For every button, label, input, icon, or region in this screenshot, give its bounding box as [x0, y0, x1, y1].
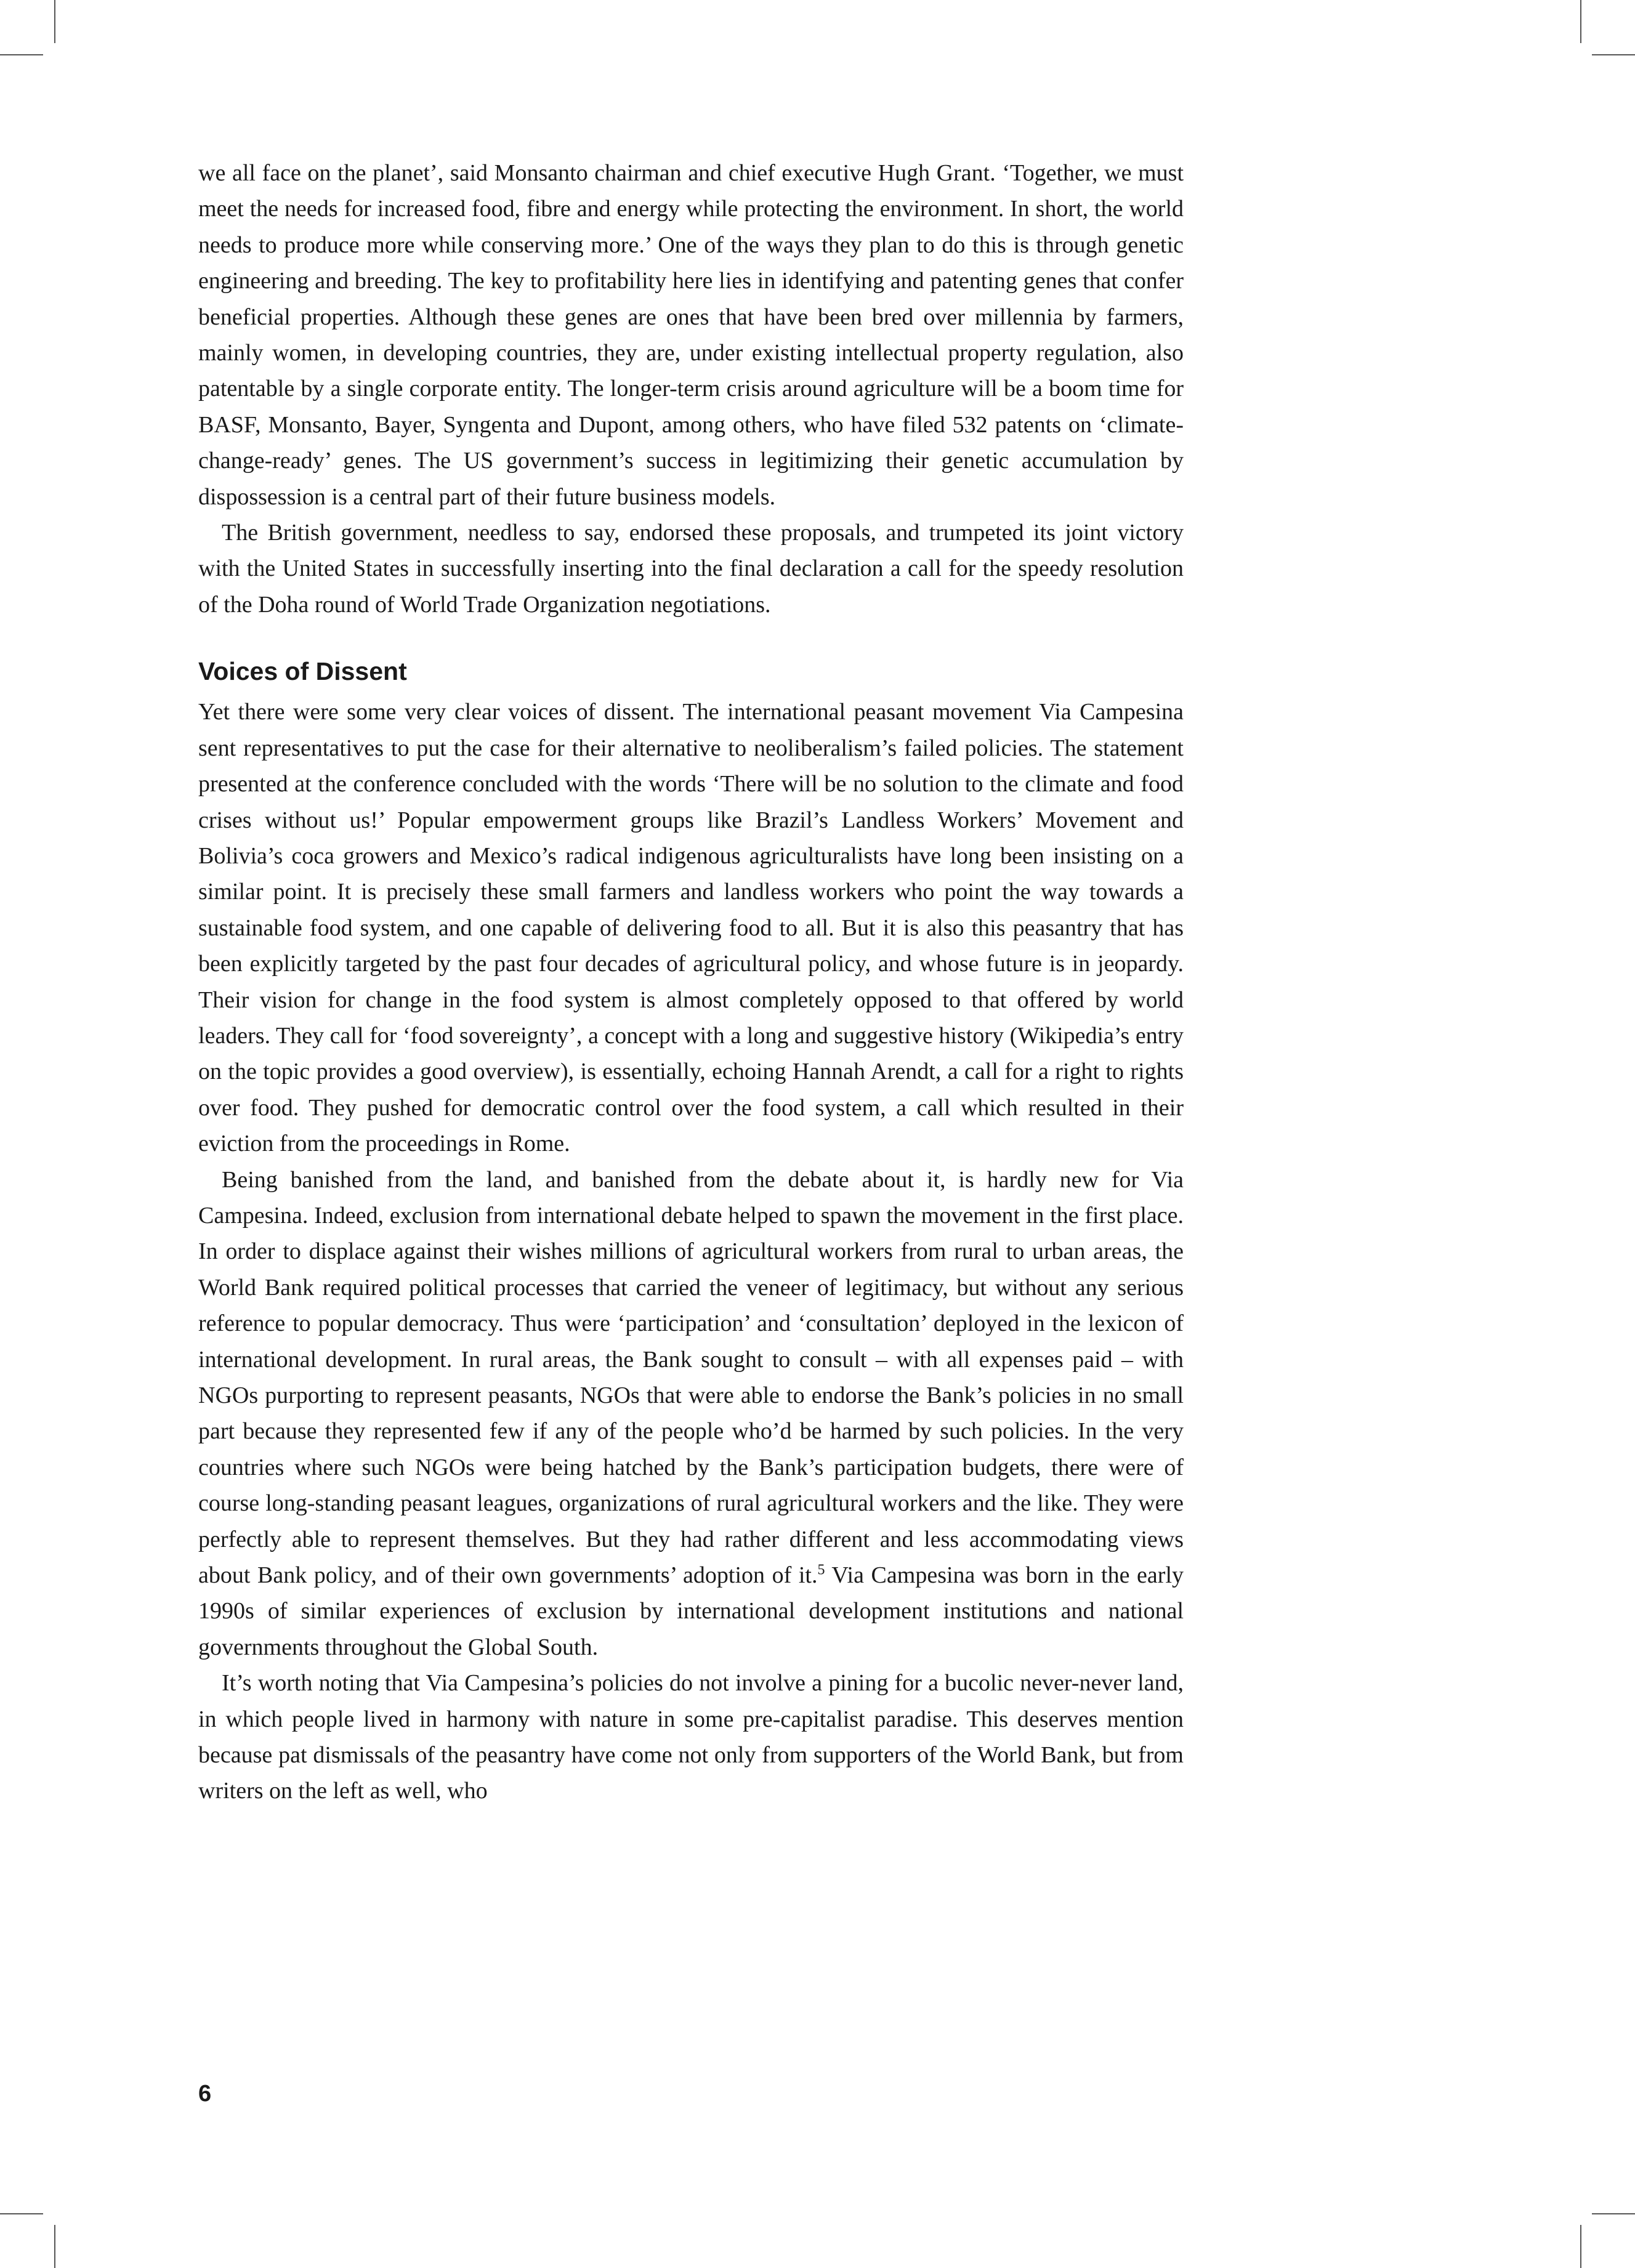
- crop-mark-bottom-left-h: [0, 2213, 43, 2214]
- section-heading: Voices of Dissent: [198, 657, 407, 686]
- crop-mark-top-left-h: [0, 54, 43, 55]
- crop-mark-bottom-left: [54, 2225, 55, 2268]
- crop-mark-top-left: [54, 0, 55, 43]
- paragraph-5: It’s worth noting that Via Campesina’s policies do not involve a pining for a bucolic never-never land, in which people lived in harmony with nature in some pre-capitalist paradise. This deserves mention because pat dismissals of the peasantry have come not only from supporters of the World Bank, but from writers on the left as well, who: [198, 1670, 1184, 1804]
- crop-mark-bottom-right-h: [1592, 2213, 1635, 2214]
- paragraph-4-text-continued: Via Campesina was born in the early 1990s of similar experiences of exclusion by international development institutions and national governments throughout the Global South.: [198, 1562, 1184, 1660]
- crop-mark-top-right: [1580, 0, 1581, 43]
- crop-mark-bottom-right: [1580, 2225, 1581, 2268]
- body-text: [198, 155, 1184, 1809]
- footnote-reference[interactable]: 5: [817, 1562, 825, 1578]
- paragraph-3: Yet there were some very clear voices of dissent. The international peasant movement Via Campesina sent representatives to put the case for their alternative to neoliberalism’s failed policies. The statement presented at the conference concluded with the words ‘There will be no solution to the climate and food crises without us!’ Popular empowerment groups like Brazil’s Landless Workers’ Movement and Bolivia’s coca growers and Mexico’s radical indigenous agriculturalists have long been insisting on a similar point. It is precisely these small farmers and landless workers who point the way towards a sustainable food system, and one capable of delivering food to all. But it is also this peasantry that has been explicitly targeted by the past four decades of agricultural policy, and whose future is in jeopardy. Their vision for change in the food system is almost completely opposed to that offered by world leaders. They call for ‘food sovereignty’, a concept with a long and suggestive history (Wikipedia’s entry on the topic provides a good overview), is essentially, echoing Hannah Arendt, a call for a right to rights over food. They pushed for democratic control over the food system, a call which resulted in their eviction from the proceedings in Rome.: [198, 699, 1184, 1157]
- paragraph-1: we all face on the planet’, said Monsanto chairman and chief executive Hugh Grant. ‘Together, we must meet the needs for increased food, fibre and energy while protecting the environment. In short, the world needs to produce more while conserving more.’ One of the ways they plan to do this is through genetic engineering and breeding. The key to profitability here lies in identifying and patenting genes that confer beneficial properties. Although these genes are ones that have been bred over millennia by farmers, mainly women, in developing countries, they are, under existing intellectual property regulation, also patentable by a single corporate entity. The longer-term crisis around agriculture will be a boom time for BASF, Monsanto, Bayer, Syngenta and Dupont, among others, who have filed 532 patents on ‘climate-change-ready’ genes. The US government’s success in legitimizing their genetic accumulation by dispossession is a central part of their future business models.: [198, 160, 1184, 510]
- crop-mark-top-right-h: [1592, 54, 1635, 55]
- paragraph-4-text: Being banished from the land, and banished from the debate about it, is hardly new for Via Campesina. Indeed, exclusion from international debate helped to spawn the movement in the first place. In order to displace against their wishes millions of agricultural workers from rural to urban areas, the World Bank required political processes that carried the veneer of legitimacy, but without any serious reference to popular democracy. Thus were ‘participation’ and ‘consultation’ deployed in the lexicon of international development. In rural areas, the Bank sought to consult – with all expenses paid – with NGOs purporting to represent peasants, NGOs that were able to endorse the Bank’s policies in no small part because they represented few if any of the people who’d be harmed by such policies. In the very countries where such NGOs were being hatched by the Bank’s participation budgets, there were of course long-standing peasant leagues, organizations of rural agricultural workers and the like. They were perfectly able to represent themselves. But they had rather different and less accommodating views about Bank policy, and of their own governments’ adoption of it.: [198, 1166, 1184, 1589]
- paragraph-4: [198, 1162, 1184, 1666]
- paragraph-2: The British government, needless to say, endorsed these proposals, and trumpeted its joint victory with the United States in successfully inserting into the final declaration a call for the speedy resolution of the Doha round of World Trade Organization negotiations.: [198, 520, 1184, 618]
- page-number: 6: [198, 2081, 212, 2107]
